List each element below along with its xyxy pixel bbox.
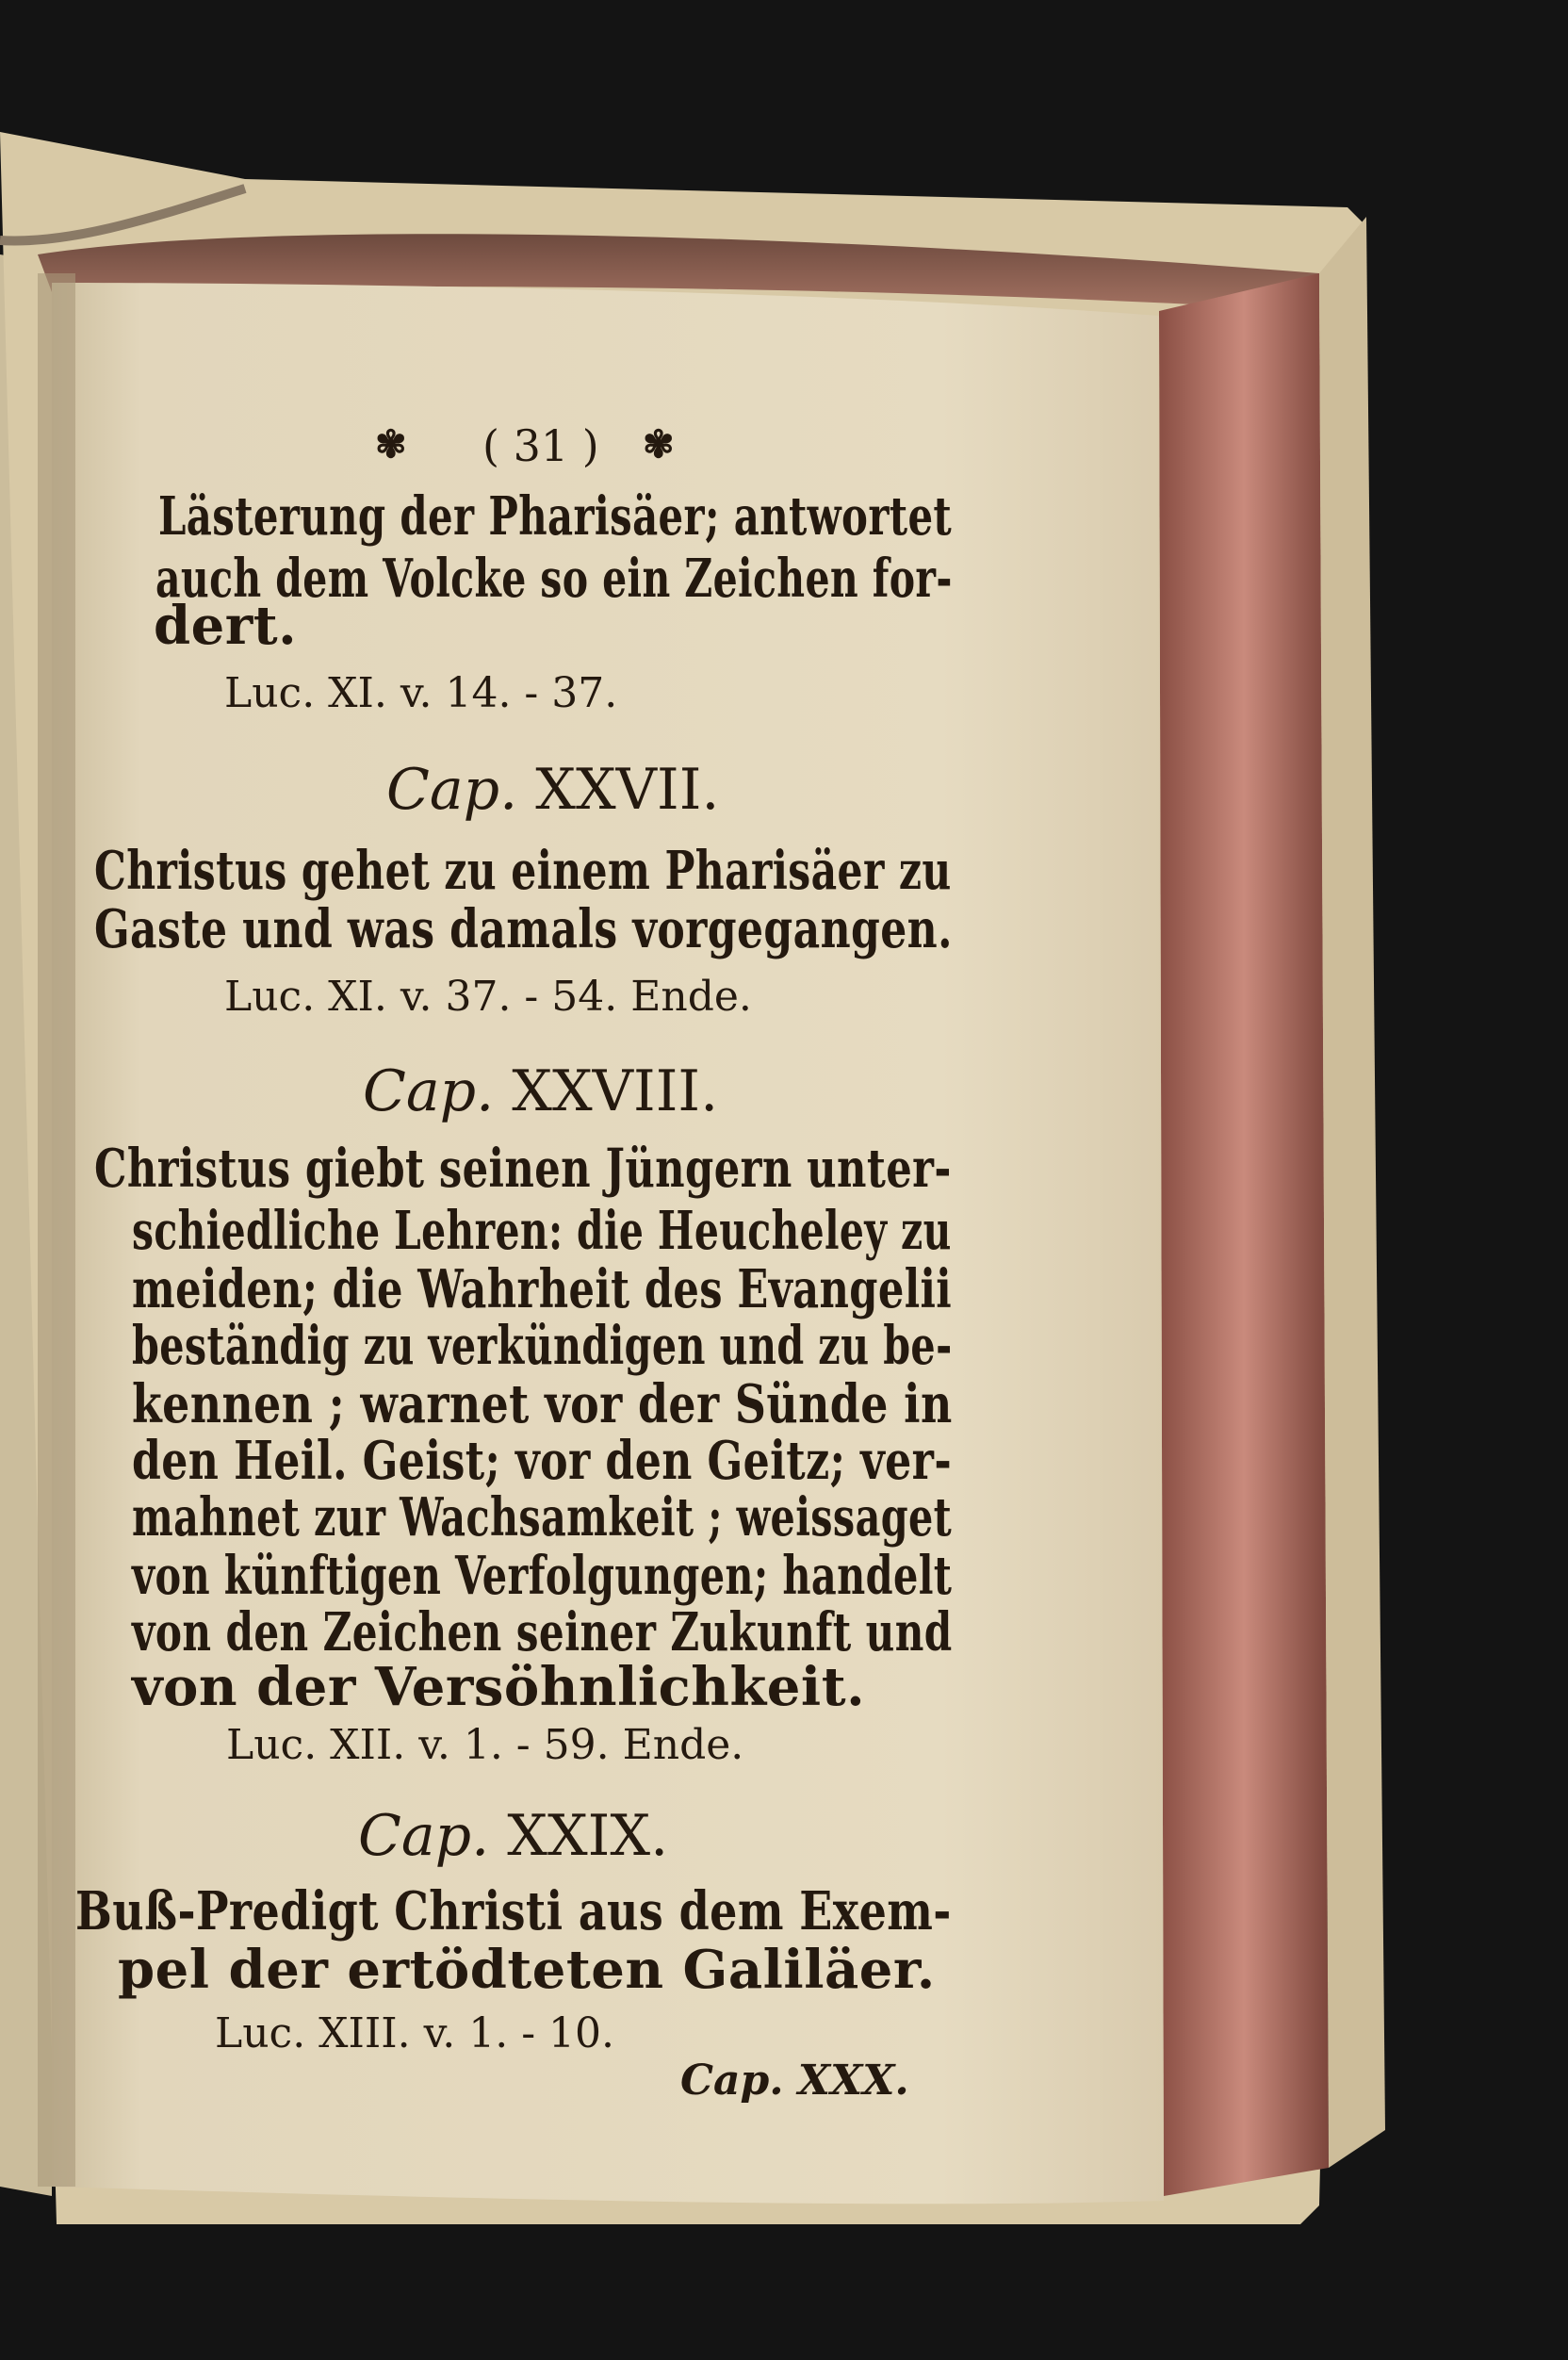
chapter-prefix: Cap.	[363, 1058, 495, 1124]
scripture-reference: Luc. XII. v. 1. - 59. Ende.	[226, 1721, 744, 1769]
ornament-right-icon: ✾	[643, 422, 675, 467]
text-line: Gaste und was damals vorgegangen.	[94, 898, 953, 960]
chapter-heading	[358, 1803, 669, 1869]
scripture-reference: Luc. XI. v. 37. - 54. Ende.	[224, 973, 752, 1021]
chapter-numeral: XXIX.	[507, 1803, 669, 1869]
text-line: beständig zu verkündigen und zu be-	[132, 1315, 953, 1377]
text-line: Christus gehet zu einem Pharisäer zu	[94, 840, 952, 902]
text-line: kennen ; warnet vor der Sünde in	[132, 1373, 953, 1435]
text-line: von der Versöhnlichkeit.	[132, 1656, 866, 1718]
text-line: mahnet zur Wachsamkeit ; weissaget	[132, 1486, 953, 1549]
ornament-left-icon: ✾	[375, 422, 407, 467]
chapter-heading	[386, 757, 720, 823]
text-line: von den Zeichen seiner Zukunft und	[132, 1601, 953, 1663]
text-line: schiedliche Lehren: die Heucheley zu	[132, 1200, 952, 1262]
chapter-prefix: Cap.	[358, 1803, 490, 1869]
chapter-numeral: XXVII.	[535, 757, 720, 823]
text-line: pel der ertödteten Galiläer.	[118, 1939, 936, 2001]
scripture-reference: Luc. XIII. v. 1. - 10.	[215, 2009, 615, 2057]
chapter-heading	[363, 1058, 719, 1124]
catchword: Cap. XXX.	[680, 2057, 909, 2105]
scripture-reference: Luc. XI. v. 14. - 37.	[224, 669, 618, 717]
chapter-numeral: XXVIII.	[512, 1058, 719, 1124]
text-line: Lästerung der Pharisäer; antwortet	[158, 485, 953, 548]
text-line: den Heil. Geist; vor den Geitz; ver-	[132, 1430, 953, 1492]
text-line: dert.	[154, 595, 298, 657]
text-line: von künftigen Verfolgungen; handelt	[132, 1545, 953, 1607]
page-number: ( 31 )	[482, 420, 599, 471]
text-line: Christus giebt seinen Jüngern unter-	[94, 1138, 952, 1200]
text-line: meiden; die Wahrheit des Evangelii	[132, 1258, 953, 1320]
text-line: Buß-Predigt Christi aus dem Exem-	[75, 1880, 952, 1942]
text-line: auch dem Volcke so ein Zeichen for-	[155, 548, 953, 610]
chapter-prefix: Cap.	[386, 757, 518, 823]
